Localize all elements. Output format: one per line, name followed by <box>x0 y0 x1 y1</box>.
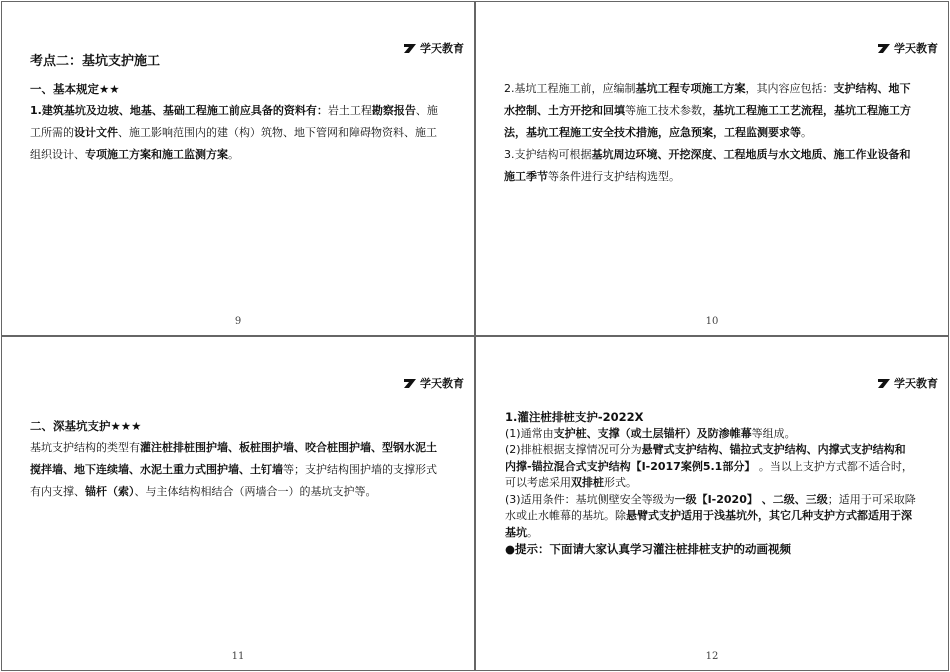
brand-name: 学天教育 <box>420 42 464 55</box>
brand-mark-icon <box>877 378 891 389</box>
text-run: 岩土工程 <box>327 104 372 117</box>
paragraph <box>505 442 916 492</box>
slide-page-10 <box>475 1 949 336</box>
text-run: 、施工所需的 <box>30 104 438 139</box>
text-run: (2)排桩根据支撑情况可分为 <box>505 443 642 456</box>
text-run: 3.支护结构可根据 <box>504 148 592 161</box>
text-run: 等；支护结构围护墙的支撑形式有内支撑、 <box>30 463 437 498</box>
text-run: 等条件进行支护结构选型。 <box>548 170 680 183</box>
bold-text-run: 基坑工程专项施工方案 <box>635 82 746 95</box>
slide-title: 考点二：基坑支护施工 <box>30 54 161 69</box>
text-run: 基坑支护结构的类型有 <box>30 441 140 454</box>
text-run: 。当以上支护方式都不适合时，可以考虑采用 <box>505 459 913 489</box>
bold-text-run: 悬臂式支护适用于浅基坑外，其它几种支护方式都适用于深基坑 <box>505 509 912 539</box>
slide-content <box>30 52 444 166</box>
bold-text-run: 双排桩 <box>571 476 604 489</box>
text-run: 。 <box>228 148 239 161</box>
slide-page-12 <box>475 336 949 671</box>
paragraph <box>505 492 916 542</box>
text-run: 等施工技术参数， <box>625 104 713 117</box>
section-heading: 1.灌注桩排桩支护-2022X <box>505 410 644 424</box>
slide-content <box>30 415 444 503</box>
text-run: 2.基坑工程施工前，应编制 <box>504 82 636 95</box>
slide-content <box>504 78 918 188</box>
paragraph <box>504 144 918 188</box>
text-run: 、与主体结构相结合（两墙合一）的基坑支护等。 <box>134 485 377 498</box>
bold-text-run: 一级【Ⅰ-2020】 、二级、三级 <box>674 492 828 506</box>
bold-text-run: 基坑工程施工工艺流程，基坑工程施工方法，基坑工程施工安全技术措施，应急预案，工程监测要求等 <box>504 104 911 139</box>
section-heading: 二、深基坑支护★★★ <box>30 419 142 433</box>
bold-text-run: 设计文件 <box>74 126 118 139</box>
brand-mark-icon <box>403 378 417 389</box>
slide-page-9 <box>1 1 475 336</box>
bold-text-run: 1.建筑基坑及边坡、地基、基础工程施工前应具备的资料有： <box>30 104 328 117</box>
brand-logo <box>877 375 938 391</box>
paragraph <box>505 426 916 443</box>
brand-name: 学天教育 <box>894 377 938 390</box>
brand-name: 学天教育 <box>420 377 464 390</box>
bold-text-run: 灌注桩排桩围护墙、板桩围护墙、咬合桩围护墙、型钢水泥土搅拌墙、地下连续墙、水泥土重力式围护墙、土钉墙 <box>30 441 437 476</box>
brand-mark-icon <box>877 43 891 54</box>
tip-note: ●提示：下面请大家认真学习灌注桩排桩支护的动画视频 <box>505 542 792 556</box>
text-run: 。 <box>527 525 538 539</box>
text-run: ，其内容应包括： <box>745 82 834 95</box>
brand-name: 学天教育 <box>894 42 938 55</box>
bold-text-run: 勘察报告 <box>371 104 416 117</box>
text-run: (3)适用条件：基坑侧壁安全等级为 <box>505 492 675 506</box>
slide-content <box>505 409 916 558</box>
brand-logo <box>403 375 464 391</box>
bold-text-run: 基坑周边环境、开挖深度、工程地质与水文地质、施工作业设备和施工季节 <box>504 148 911 183</box>
bold-text-run: 悬臂式支护结构、锚拉式支护结构、内撑式支护结构和内撑-锚拉混合式支护结构【Ⅰ-2017案例5.1部分】 <box>505 443 906 473</box>
bold-text-run: 支护结构、地下水控制、土方开挖和回填 <box>504 82 911 117</box>
bold-text-run: 专项施工方案和施工监测方案 <box>85 148 228 161</box>
bold-text-run: 支护桩、支撑（或土层锚杆）及防渗帷幕 <box>553 426 752 440</box>
slide-page-11 <box>1 336 475 671</box>
paragraph <box>504 78 918 144</box>
section-heading: 一、基本规定★★ <box>30 82 120 96</box>
text-run: 形式。 <box>604 476 637 489</box>
text-run: ；适用于可采取降水或止水帷幕的基坑。除 <box>505 492 916 522</box>
page-number: 12 <box>705 651 719 662</box>
paragraph <box>30 437 444 503</box>
text-run: 。 <box>801 126 812 139</box>
brand-logo <box>877 40 938 56</box>
paragraph <box>30 100 444 166</box>
text-run: (1)通常由 <box>505 426 554 440</box>
page-number: 9 <box>234 316 242 327</box>
text-run: 、施工影响范围内的建（构）筑物、地下管网和障碍物资料、施工组织设计、 <box>30 126 437 161</box>
text-run: 等组成。 <box>751 426 796 440</box>
page-number: 10 <box>705 316 719 327</box>
bold-text-run: 锚杆（索） <box>85 485 135 498</box>
page-number: 11 <box>231 651 245 662</box>
